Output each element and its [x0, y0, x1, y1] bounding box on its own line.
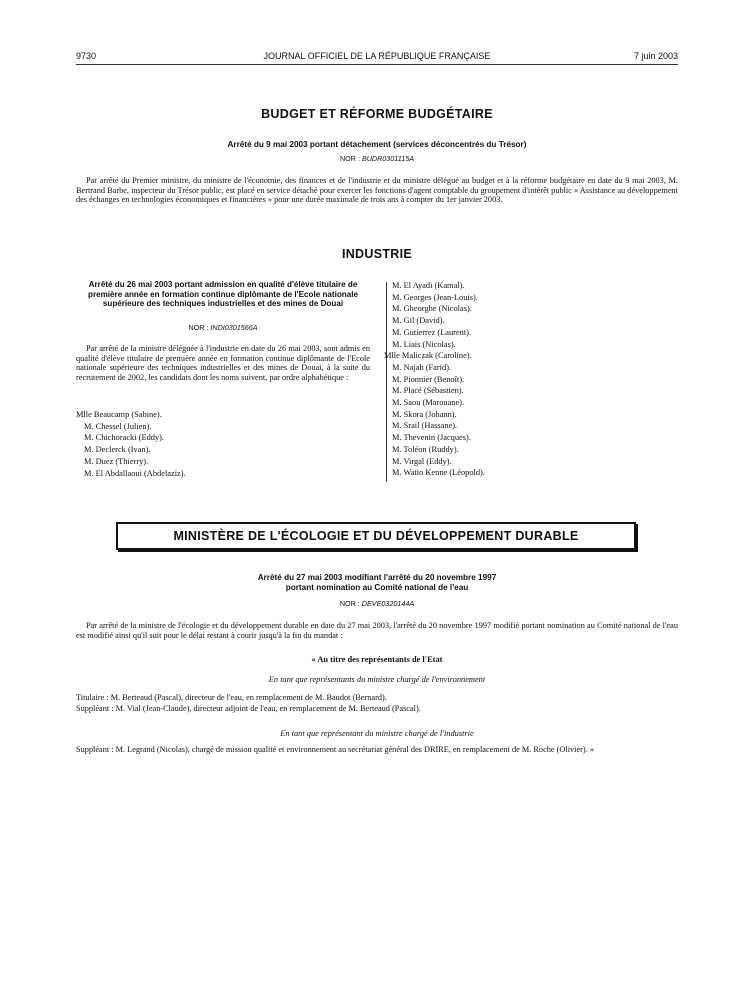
list-item: M. El Ayadi (Kamal). [392, 281, 465, 290]
arrete-title-ecologie-line2: portant nomination au Comité national de l'eau [285, 583, 469, 592]
list-item: M. Watio Kenne (Léopold). [392, 468, 485, 478]
list-item: M. Chichoracki (Eddy). [84, 433, 165, 443]
list-item: Mlle Maliczak (Caroline). [384, 351, 472, 361]
paragraph-budget: Par arrêté du Premier ministre, du ministre de l'économie, des finances et de l'industrie et du ministre délégué au budget et à la réforme budgétaire en date du 9 mai 2003, M. Bertrand Barbe, inspecteur du Trésor public, est placé en service détaché pour exercer les fonctions d'agent comptable du groupement d'intérêt public « Assistance au développement des échanges en technologies économiques et financières » pour une durée maximale de trois ans à compter du 1er janvier 2003. [76, 176, 678, 205]
heading-industrie-ministre: En tant que représentant du ministre chargé de l'industrie [280, 729, 474, 738]
nor-code: INDI0301566A [210, 323, 258, 332]
arrete-title-ecologie-line1: Arrêté du 27 mai 2003 modifiant l'arrêté du 20 novembre 1997 [257, 573, 497, 582]
nor-label: NOR : [339, 599, 360, 608]
nor-industrie [76, 323, 370, 332]
suppleant-line: Suppléant : M. Vial (Jean-Claude), directeur adjoint de l'eau, en remplacement de M. Berteaud (Pascal). [76, 704, 421, 713]
paragraph-industrie: Par arrêté de la ministre déléguée à l'industrie en date du 26 mai 2003, sont admis en qualité d'élève titulaire de première année en formation continue diplômante de l'Ecole nationale supérieure des techniques industrielles et des mines de Douai, à la suite du recrutement de 2002, les candidats dont les noms suivent, par ordre alphabétique : [76, 344, 370, 382]
page-number: 9730 [76, 51, 97, 61]
list-item: M. Gil (David). [392, 316, 445, 326]
list-item: M. Pionnier (Benoît). [392, 374, 465, 384]
section-heading-industrie: INDUSTRIE [341, 247, 413, 261]
list-item: M. Thevenin (Jacques). [392, 433, 471, 443]
subtitle-representants: « Au titre des représentants de l'Etat [311, 655, 443, 664]
list-item: M. Chessel (Julien). [84, 421, 152, 431]
journal-title: JOURNAL OFFICIEL DE LA RÉPUBLIQUE FRANÇAISE [263, 51, 491, 61]
names-left-column [76, 409, 186, 479]
list-item: M. Placé (Sébastien). [392, 386, 464, 396]
list-item: M. El Abdallaoui (Abdelaziz). [84, 468, 186, 478]
nor-code: BUDR0301115A [361, 154, 415, 163]
list-item: M. Skora (Johann). [392, 409, 457, 419]
list-item: M. Najah (Farid). [392, 362, 452, 372]
nor-code: DEVE0320144A [361, 599, 415, 608]
header-divider [76, 64, 678, 65]
arrete-title-industrie: Arrêté du 26 mai 2003 portant admission en qualité d'élève titulaire de première année en formation continue diplômante de l'Ecole nationale supérieure des techniques industrielles et des mines de Douai [88, 280, 358, 309]
nor-label: NOR : [339, 154, 360, 163]
list-item: M. Liais (Nicolas). [392, 339, 456, 349]
list-item: M. Toléon (Ruddy). [392, 444, 459, 454]
list-item: M. Saou (Marouane). [392, 398, 465, 408]
section-heading-budget: BUDGET ET RÉFORME BUDGÉTAIRE [261, 107, 493, 121]
issue-date: 7 juin 2003 [633, 51, 678, 61]
titulaire-line: Titulaire : M. Berteaud (Pascal), directeur de l'eau, en remplacement de M. Baudot (Bernard). [76, 693, 387, 702]
nor-label: NOR : [188, 323, 209, 332]
list-item: M. Gutierrez (Laurent). [392, 327, 472, 337]
list-item: M. Virgal (Eddy). [392, 456, 452, 466]
list-item: Mlle Beaucamp (Sabine). [76, 410, 162, 419]
list-item: M. Srail (Hassane). [392, 421, 458, 431]
list-item: M. Gheorghe (Nicolas). [392, 304, 472, 314]
paragraph-ecologie: Par arrêté de la ministre de l'écologie et du développement durable en date du 27 mai 2003, l'arrêté du 20 novembre 1997 modifié portant nomination au Comité national de l'eau est modifié ainsi qu'il suit pour le délai restant à courir jusqu'à la fin du mandat : [76, 621, 678, 640]
arrete-title-budget: Arrêté du 9 mai 2003 portant détachement (services déconcentrés du Trésor) [227, 140, 527, 149]
list-item: M. Declerck (Ivan). [84, 445, 151, 455]
names-right-column [384, 280, 485, 479]
nor-ecologie [76, 599, 678, 608]
heading-environnement: En tant que représentants du ministre chargé de l'environnement [268, 675, 486, 684]
industrie-suppleant-paragraph: Suppléant : M. Legrand (Nicolas), chargé de mission qualité et environnement au secrétariat général des DRIRE, en remplacement de M. Roche (Olivier). » [76, 745, 594, 754]
list-item: M. Georges (Jean-Louis). [392, 292, 478, 302]
list-item: M. Duez (Thierry). [84, 456, 149, 466]
nor-budget [76, 154, 678, 163]
section-heading-ecologie: MINISTÈRE DE L'ÉCOLOGIE ET DU DÉVELOPPEMENT DURABLE [116, 522, 636, 550]
